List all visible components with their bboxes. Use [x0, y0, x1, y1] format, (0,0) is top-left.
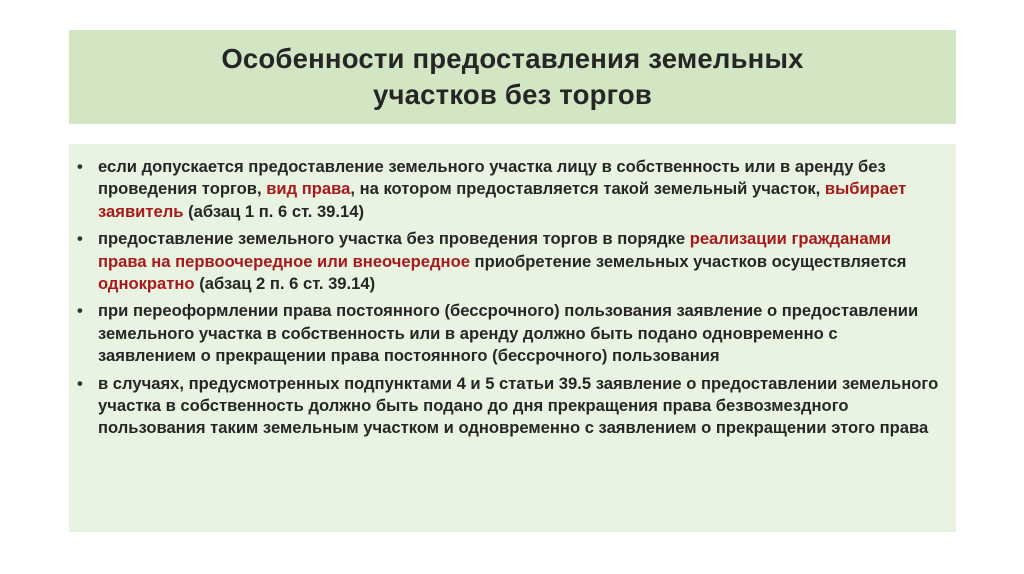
bullet-marker: •	[77, 373, 83, 393]
bullet-1-text-part-2: , на котором предоставляется такой земельный участок,	[350, 179, 825, 199]
bullet-2-text-part-3: (абзац 2 п. 6 ст. 39.14)	[194, 274, 376, 294]
bullet-marker: •	[77, 229, 83, 249]
bullet-1-highlight-applicant-chooses: выбирает заявитель	[98, 179, 907, 221]
bullet-1-highlight-right-type: вид права	[266, 179, 351, 199]
bullet-3-text: при переоформлении права постоянного (бессрочного) пользования заявление о предоставлении земельного участка в собственность или в аренду должно быть подано одновременно с заявлением о прекращении права постоянного (бессрочного) пользования	[98, 301, 919, 366]
bullet-item-2	[77, 228, 940, 295]
bullet-1-text-part-3: (абзац 1 п. 6 ст. 39.14)	[183, 201, 365, 221]
title-banner	[69, 30, 956, 124]
slide-title-line-2: участков без торгов	[373, 79, 652, 110]
bullet-4-text: в случаях, предусмотренных подпунктами 4 и 5 статьи 39.5 заявление о предоставлении земельного участка в собственность должно быть подано до дня прекращения права безвозмездного пользования таким земельным участком и одновременно с заявлением о прекращении этого права	[98, 373, 939, 438]
bullet-2-text-part-2: приобретение земельных участков осуществляется	[469, 251, 907, 271]
slide-title	[221, 41, 803, 113]
bullet-marker: •	[77, 157, 83, 176]
bullet-1-text-part-1: если допускается предоставление земельного участка лицу в собственность или в аренду без проведения торгов,	[98, 157, 886, 199]
bullet-item-4	[77, 373, 940, 440]
bullet-2-text-part-1: предоставление земельного участка без проведения торгов в порядке	[98, 229, 690, 249]
bullet-2-highlight-once: однократно	[98, 274, 195, 294]
bullet-2-highlight-priority-right: реализации гражданами права на первоочередное или внеочередное	[98, 229, 892, 271]
slide-title-line-1: Особенности предоставления земельных	[221, 43, 804, 74]
bullet-list	[77, 156, 940, 440]
bullet-item-3	[77, 300, 940, 367]
bullet-item-1	[77, 156, 940, 223]
content-panel	[69, 144, 956, 532]
bullet-marker: •	[77, 301, 83, 321]
